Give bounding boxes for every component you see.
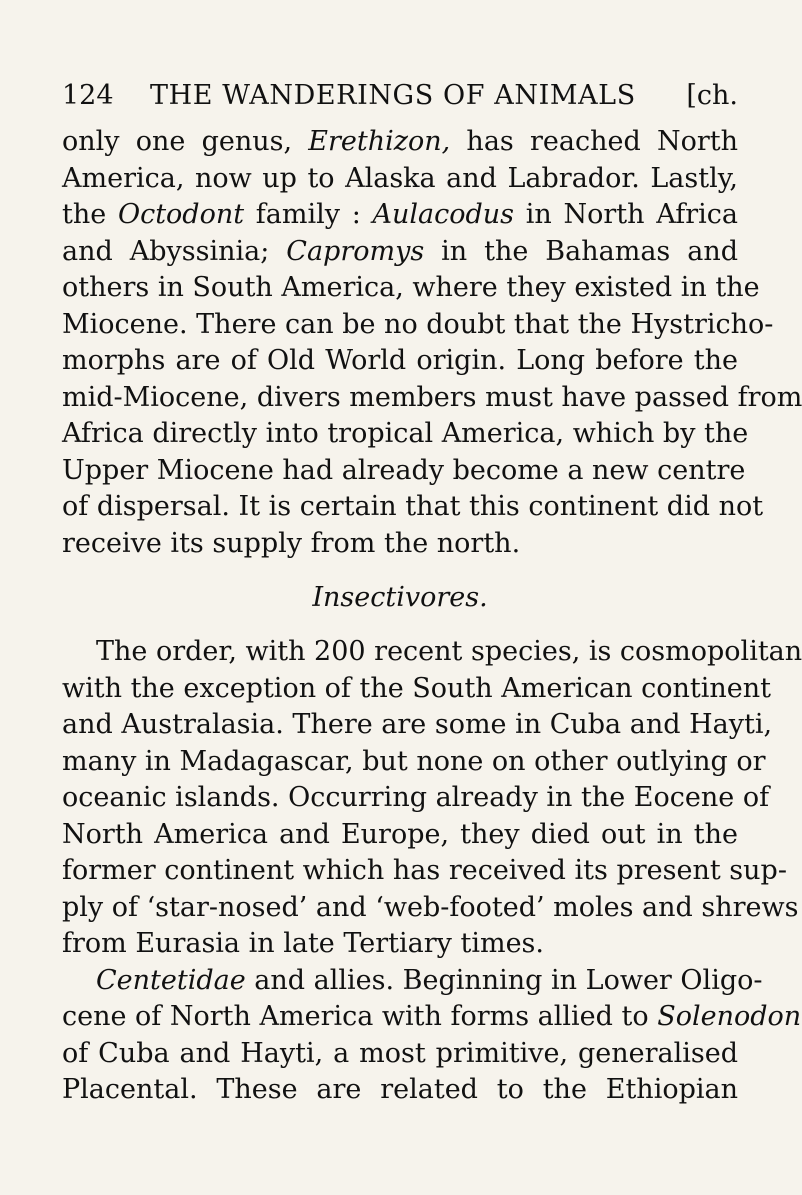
text-line: [62, 489, 764, 526]
text-run: the: [62, 199, 118, 230]
text-run: others in South America, where they existed in the: [62, 272, 760, 303]
text-line: [62, 416, 749, 453]
italic-term: Erethizon,: [308, 126, 451, 157]
text-line: [62, 380, 802, 417]
text-line: [62, 270, 760, 307]
chapter-marker: [ch.: [686, 80, 738, 111]
italic-term: Capromys: [286, 235, 425, 267]
text-line: [62, 853, 787, 890]
text-run: The order, with 200 recent species, is cosmopolitan: [96, 636, 802, 667]
section-heading: Insectivores.: [312, 582, 488, 613]
text-run: with the exception of the South American continent: [62, 672, 771, 704]
paragraph-insectivores: [62, 634, 802, 1109]
text-run: and allies. Beginning in Lower Oligo-: [245, 964, 763, 996]
page-number: 124: [62, 80, 114, 111]
text-run: only one genus,: [62, 126, 309, 157]
text-run: mid-Miocene, divers members must have passed from: [62, 381, 802, 413]
running-title: THE WANDERINGS OF ANIMALS: [150, 80, 636, 111]
text-line: [62, 234, 738, 271]
text-line: [62, 707, 773, 744]
text-line: [62, 999, 802, 1036]
text-run: receive its supply from the north.: [62, 527, 521, 559]
italic-term: Centetidae: [96, 964, 246, 996]
text-line: [62, 744, 766, 781]
text-run: family :: [244, 199, 373, 230]
text-line: [62, 963, 763, 1000]
text-run: has reached North: [450, 126, 738, 157]
italic-term: Octodont: [117, 199, 245, 230]
text-line: [62, 817, 738, 854]
text-line: [62, 780, 770, 817]
text-run: in the Bahamas and: [424, 235, 738, 267]
text-run: and Australasia. There are some in Cuba and Hayti,: [62, 709, 773, 740]
text-line: [62, 124, 738, 161]
italic-term: Aulacodus: [372, 199, 515, 230]
text-line: [62, 890, 799, 927]
text-run: ply of ‘star-nosed’ and ‘web-footed’ moles and shrews: [62, 891, 799, 923]
text-run: from Eurasia in late Tertiary times.: [62, 928, 544, 959]
running-head: [62, 76, 738, 116]
text-line: [62, 1072, 738, 1109]
text-run: morphs are of Old World origin. Long before the: [62, 345, 738, 376]
paragraph-rodents-continued: [62, 124, 802, 562]
text-run: cene of North America with forms allied to: [62, 1001, 658, 1032]
text-line: [62, 197, 738, 234]
text-run: in North Africa: [514, 199, 738, 230]
text-line: [62, 1036, 738, 1073]
text-run: of dispersal. It is certain that this continent did not: [62, 491, 764, 522]
text-line: [62, 343, 738, 380]
text-line: [62, 671, 771, 708]
text-run: North America and Europe, they died out in the: [62, 818, 738, 850]
text-run: America, now up to Alaska and Labrador. Lastly,: [62, 162, 738, 194]
body-text: [62, 124, 802, 1109]
text-run: of Cuba and Hayti, a most primitive, generalised: [62, 1037, 738, 1069]
text-line: [62, 634, 802, 671]
text-run: former continent which has received its present sup-: [62, 855, 787, 886]
text-line: [62, 926, 738, 963]
text-line: [62, 307, 774, 344]
text-run: oceanic islands. Occurring already in the Eocene of: [62, 782, 770, 813]
text-line: [62, 526, 738, 563]
text-line: [62, 453, 746, 490]
text-run: Placental. These are related to the Ethiopian: [62, 1074, 738, 1105]
text-run: Miocene. There can be no doubt that the Hystricho-: [62, 308, 774, 340]
text-run: and Abyssinia;: [62, 235, 287, 267]
text-line: [62, 161, 738, 198]
text-run: Africa directly into tropical America, which by the: [62, 418, 749, 449]
italic-term: Solenodon: [657, 1001, 802, 1032]
text-run: Upper Miocene had already become a new centre: [62, 454, 746, 486]
text-run: many in Madagascar, but none on other outlying or: [62, 745, 766, 777]
